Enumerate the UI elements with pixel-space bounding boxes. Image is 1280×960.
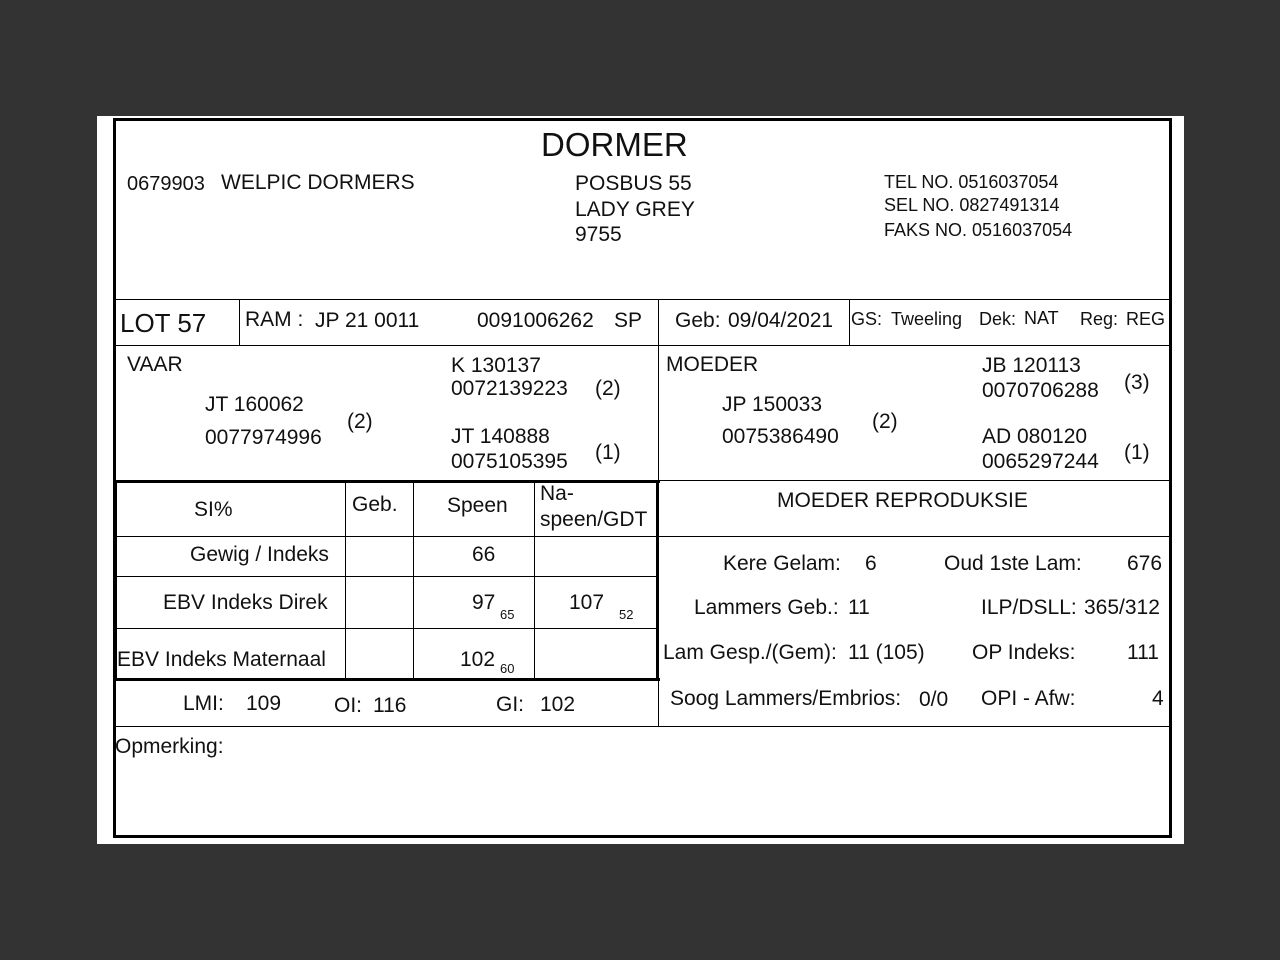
oi-label: OI: [334,694,363,717]
dam-dam-registration: 0065297244 [982,450,1099,473]
breed-title: DORMER [541,126,688,163]
maternaal-label: EBV Indeks Maternaal [117,648,326,671]
lmi-label: LMI: [183,692,224,715]
dek-label: Dek: [979,309,1017,329]
divider-row-2 [113,628,658,629]
sire-sire-registration: 0072139223 [451,377,568,400]
sire-dam-id: JT 140888 [451,425,550,448]
naspeen-header-2: speen/GDT [540,508,648,531]
vline-lot [239,299,240,345]
op-value: 111 [1127,641,1159,664]
vaar-label: VAAR [127,353,183,376]
ilp-value: 365/312 [1084,596,1160,619]
direk-label: EBV Indeks Direk [163,591,328,614]
maternaal-speen: 102 [460,648,496,671]
lam-gesp-label: Lam Gesp./(Gem): [663,641,837,664]
gewig-speen: 66 [472,543,496,566]
divider-row-1 [113,576,658,577]
divider-perf-header [113,536,1172,537]
gs-label: GS: [851,309,883,329]
address-line-3: 9755 [575,223,622,246]
kere-gelam-value: 6 [865,552,877,575]
dam-sire-grade: (3) [1124,371,1150,394]
direk-naspeen: 107 [569,591,605,614]
breeder-name: WELPIC DORMERS [221,171,415,194]
lot-label: LOT 57 [120,308,207,338]
lammers-geb-label: Lammers Geb.: [694,596,839,619]
divider-row-3 [113,678,660,681]
vline-geb [849,299,850,345]
soog-label: Soog Lammers/Embrios: [670,687,902,710]
opi-label: OPI - Afw: [981,687,1076,710]
sire-sire-grade: (2) [595,377,621,400]
opi-value: 4 [1152,687,1164,710]
vline-geb-col [345,482,346,678]
soog-value: 0/0 [919,688,949,711]
dam-sire-registration: 0070706288 [982,379,1099,402]
divider-pedigree-right [658,480,1172,481]
ram-status: SP [614,309,643,332]
dam-sire-id: JB 120113 [982,354,1081,377]
lmi-value: 109 [246,692,282,715]
geb-label: Geb: [675,309,721,332]
reproduction-title: MOEDER REPRODUKSIE [777,489,1028,512]
tel-number: TEL NO. 0516037054 [884,172,1059,192]
sire-registration: 0077974996 [205,426,322,449]
naspeen-header-1: Na- [540,482,574,505]
lam-gesp-value: 11 (105) [848,641,925,664]
sire-grade: (2) [347,410,373,433]
sel-number: SEL NO. 0827491314 [884,195,1060,215]
breeder-number: 0679903 [127,173,205,195]
gi-value: 102 [540,693,576,716]
divider-pedigree-left [113,480,660,483]
gs-value: Tweeling [891,309,963,329]
oud-value: 676 [1127,552,1163,575]
sire-dam-registration: 0075105395 [451,450,568,473]
divider-summary [113,726,1172,727]
dam-id: JP 150033 [722,393,823,416]
address-line-1: POSBUS 55 [575,172,692,195]
ram-id: JP 21 0011 [315,309,420,332]
oud-label: Oud 1ste Lam: [944,552,1082,575]
sire-dam-grade: (1) [595,441,621,464]
dam-registration: 0075386490 [722,425,839,448]
maternaal-speen-accuracy: 60 [500,661,515,676]
reg-label: Reg: [1080,309,1119,329]
kere-gelam-label: Kere Gelam: [723,552,841,575]
divider-lot [113,345,1172,346]
vline-speen-col [413,482,414,678]
divider-header [113,299,1172,300]
cut-off-red-footnote [170,838,1130,846]
vline-perf-right [656,480,659,680]
direk-speen: 97 [472,591,496,614]
ram-label: RAM : [245,308,304,331]
op-label: OP Indeks: [972,641,1076,664]
reg-value: REG [1126,309,1166,329]
lammers-geb-value: 11 [848,596,870,619]
direk-speen-accuracy: 65 [500,607,515,622]
address-line-2: LADY GREY [575,198,695,221]
direk-naspeen-accuracy: 52 [619,607,634,622]
speen-header: Speen [447,494,508,517]
ilp-label: ILP/DSLL: [981,596,1077,619]
oi-value: 116 [373,694,407,717]
geb-header: Geb. [352,493,398,516]
ram-registration: 0091006262 [477,309,594,332]
gewig-label: Gewig / Indeks [190,543,329,566]
dam-dam-grade: (1) [1124,441,1150,464]
remarks-label: Opmerking: [115,735,224,758]
dam-dam-id: AD 080120 [982,425,1088,448]
gi-label: GI: [496,693,525,716]
moeder-label: MOEDER [666,353,759,376]
sire-sire-id: K 130137 [451,354,541,377]
vline-naspeen-col [534,482,535,678]
dek-value: NAT [1024,308,1059,328]
faks-number: FAKS NO. 0516037054 [884,220,1073,240]
geb-date: 09/04/2021 [728,309,834,332]
dam-grade: (2) [872,410,898,433]
si-header: SI% [194,498,233,521]
sire-id: JT 160062 [205,393,304,416]
